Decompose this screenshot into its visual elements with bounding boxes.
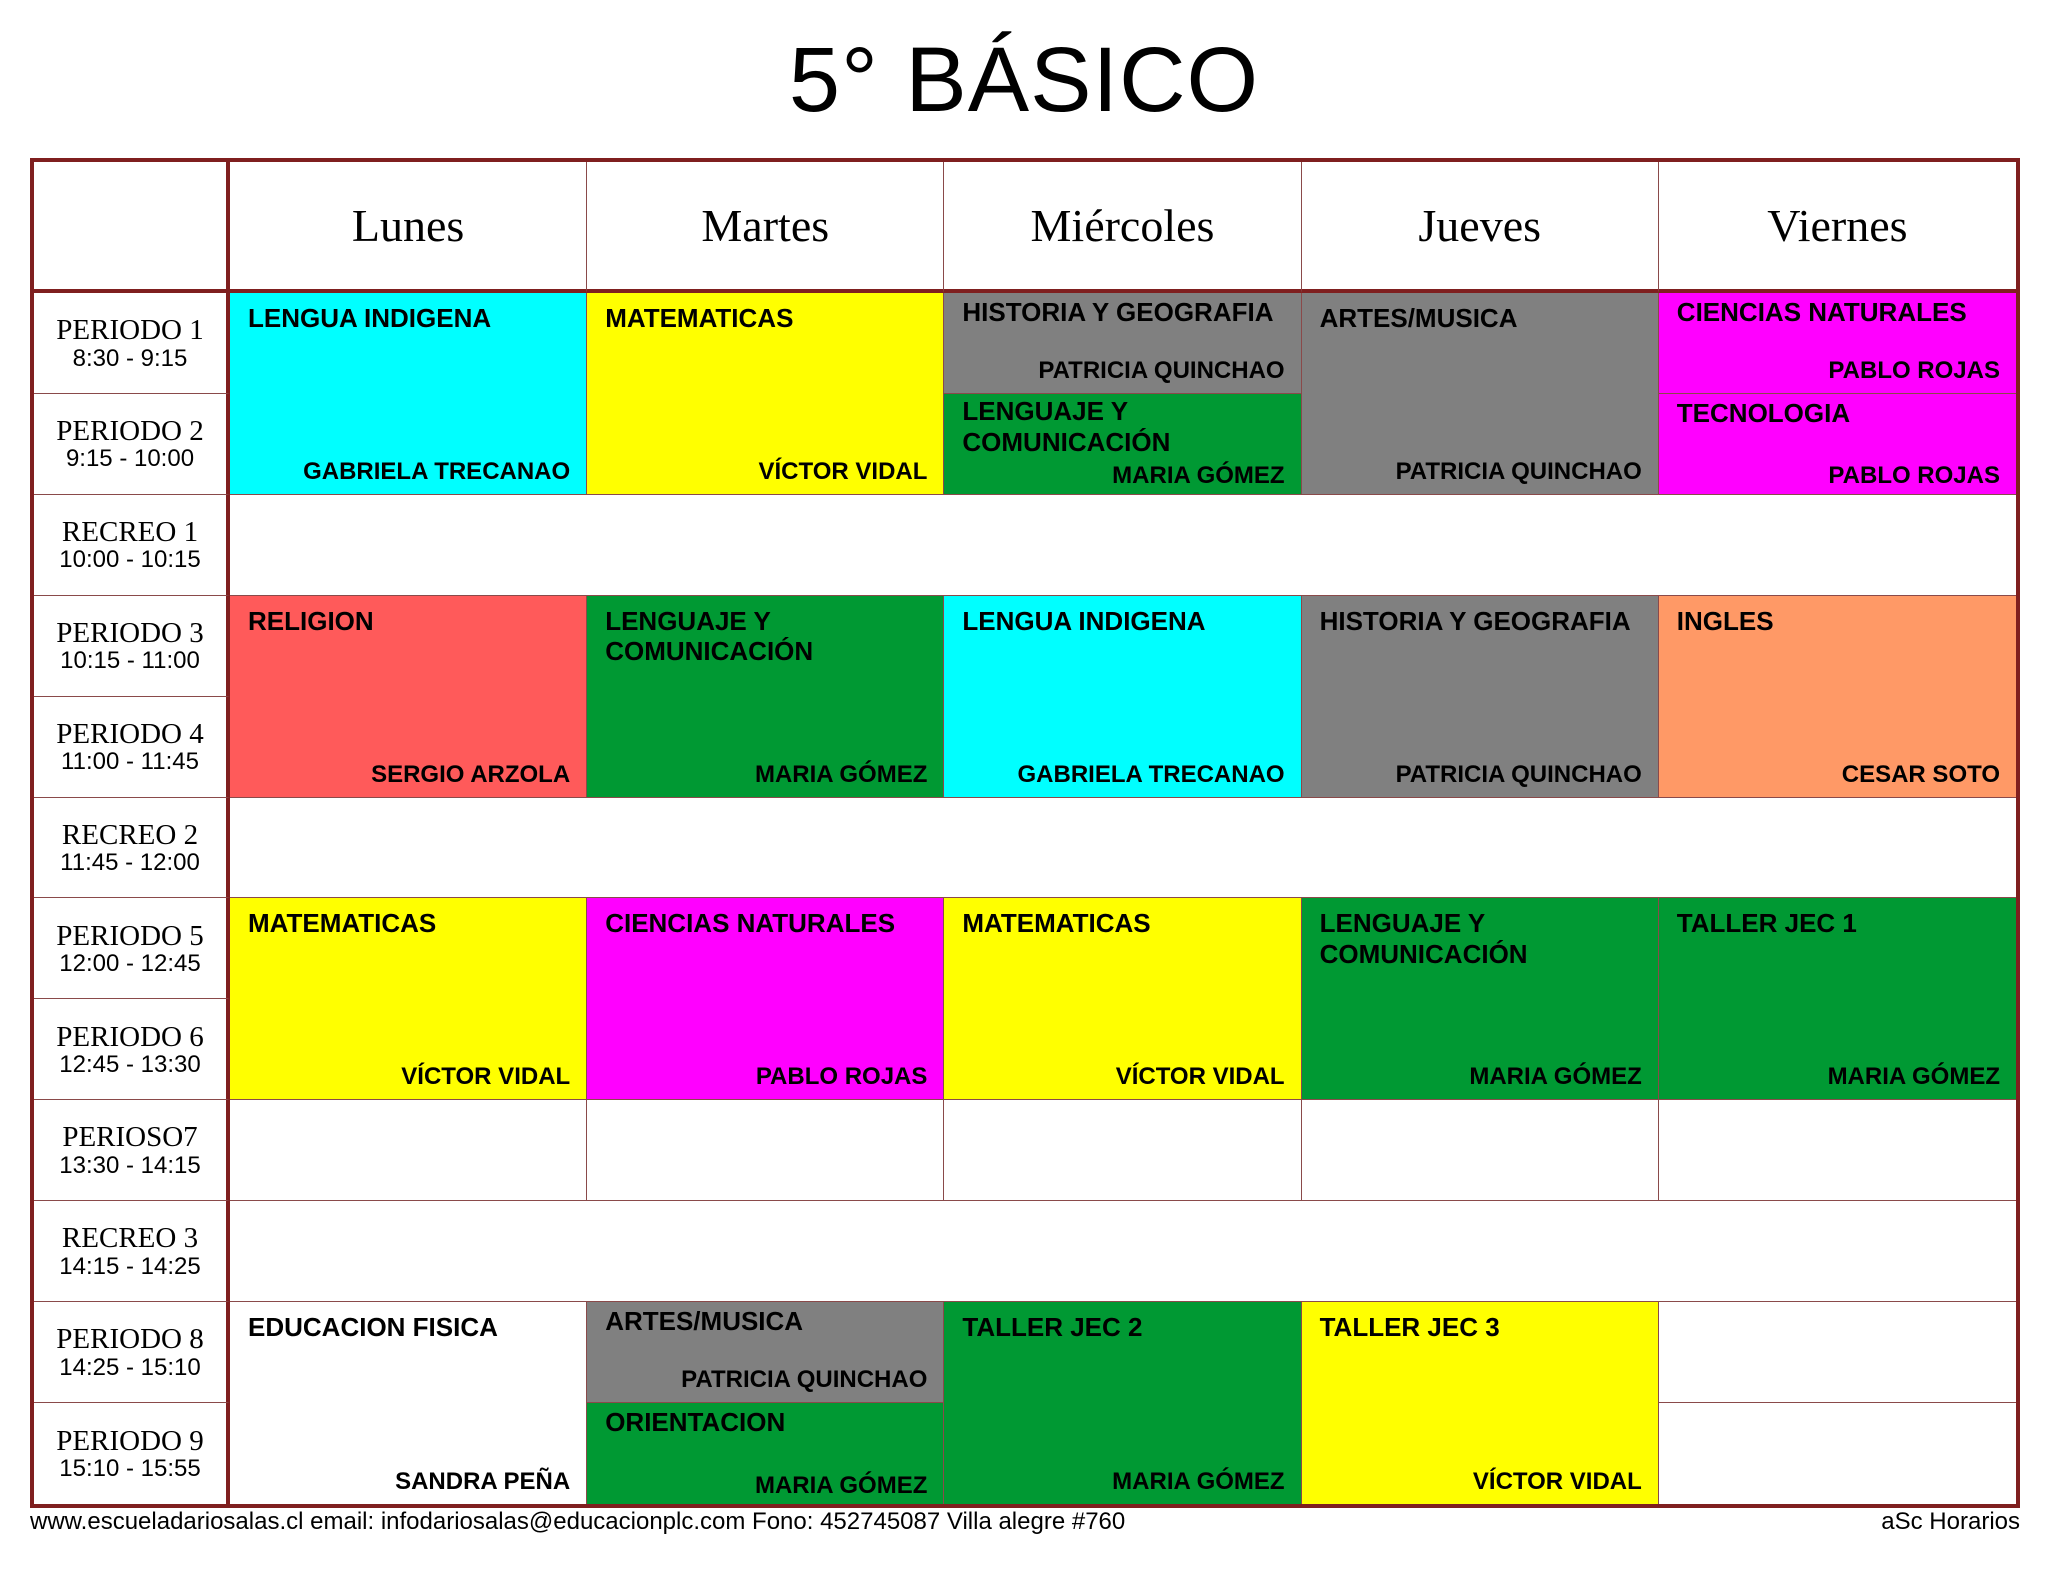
class-cell: [587, 898, 944, 1100]
teacher-label: GABRIELA TRECANAO: [303, 457, 571, 485]
subject-label: TECNOLOGIA: [1676, 397, 1851, 428]
period-time: 14:15 - 14:25: [59, 1252, 201, 1280]
subject-label: HISTORIA Y GEOGRAFIA: [1319, 605, 1631, 636]
class-cell: [1302, 596, 1659, 798]
period-name: RECREO 3: [61, 1222, 199, 1255]
teacher-label: MARIA GÓMEZ: [1112, 1467, 1285, 1495]
subject-label: ARTES/MUSICA: [1319, 303, 1518, 333]
class-cell: [944, 1302, 1301, 1504]
recess-row: [230, 495, 2016, 596]
period-time: 12:45 - 13:30: [59, 1050, 201, 1078]
subject-label: CIENCIAS NATURALES: [605, 908, 896, 939]
period-label: [34, 1302, 230, 1403]
class-cell: [1302, 898, 1659, 1100]
period-time: 12:00 - 12:45: [59, 950, 201, 978]
day-header-jueves: Jueves: [1302, 162, 1659, 293]
period-label: [34, 1403, 230, 1504]
class-cell: [944, 293, 1301, 394]
teacher-label: PABLO ROJAS: [1828, 356, 2000, 384]
teacher-label: PATRICIA QUINCHAO: [1395, 760, 1642, 788]
class-cell: [1302, 1302, 1659, 1504]
teacher-label: PATRICIA QUINCHAO: [1038, 356, 1285, 384]
teacher-label: SERGIO ARZOLA: [371, 760, 571, 788]
class-cell: [1659, 293, 2016, 394]
subject-label: INGLES: [1676, 605, 1774, 636]
teacher-label: MARIA GÓMEZ: [1469, 1063, 1642, 1091]
subject-label: HISTORIA Y GEOGRAFIA: [962, 297, 1274, 327]
subject-label: LENGUAJE Y COMUNICACIÓN: [605, 605, 814, 667]
teacher-label: PABLO ROJAS: [755, 1063, 928, 1091]
period-name: PERIODO 4: [56, 717, 204, 750]
period-label: [34, 394, 230, 495]
subject-label: LENGUAJE Y COMUNICACIÓN: [1319, 908, 1528, 970]
recess-label: [34, 495, 230, 596]
period-time: 10:00 - 10:15: [59, 546, 201, 574]
subject-label: LENGUA INDIGENA: [962, 605, 1206, 636]
class-cell: [587, 1403, 944, 1504]
class-cell: [587, 596, 944, 798]
period-time: 9:15 - 10:00: [65, 445, 195, 473]
subject-label: MATEMATICAS: [605, 303, 794, 333]
class-cell: [587, 1302, 944, 1403]
period-name: PERIODO 9: [56, 1424, 204, 1457]
class-cell: [944, 596, 1301, 798]
period-name: PERIODO 5: [56, 919, 204, 952]
class-cell: [587, 293, 944, 495]
empty-cell: [587, 1100, 944, 1201]
period-label: [34, 898, 230, 999]
day-header-viernes: Viernes: [1659, 162, 2016, 293]
teacher-label: PABLO ROJAS: [1828, 461, 2000, 489]
teacher-label: MARIA GÓMEZ: [754, 760, 928, 788]
period-label: [34, 293, 230, 394]
period-label: [34, 1100, 230, 1201]
recess-row: [230, 798, 2016, 899]
period-name: PERIODO 3: [56, 616, 204, 649]
timetable-grid: [30, 158, 2020, 1508]
period-label: [34, 596, 230, 697]
period-name: RECREO 2: [61, 818, 199, 851]
period-time: 15:10 - 15:55: [59, 1455, 201, 1483]
period-time: 8:30 - 9:15: [72, 344, 188, 372]
subject-label: MATEMATICAS: [962, 908, 1151, 939]
period-name: PERIODO 2: [56, 415, 204, 448]
recess-row: [230, 1201, 2016, 1302]
teacher-label: VÍCTOR VIDAL: [1115, 1063, 1285, 1091]
subject-label: ORIENTACION: [605, 1407, 786, 1438]
subject-label: RELIGION: [248, 605, 374, 636]
class-cell: [1659, 596, 2016, 798]
teacher-label: VÍCTOR VIDAL: [758, 457, 928, 485]
class-cell: [1302, 293, 1659, 495]
period-name: PERIODO 6: [56, 1020, 204, 1053]
empty-cell: [1659, 1302, 2016, 1403]
period-name: PERIODO 8: [56, 1323, 204, 1356]
corner-cell: [34, 162, 230, 293]
day-header-lunes: Lunes: [230, 162, 587, 293]
recess-label: [34, 1201, 230, 1302]
subject-label: LENGUAJE Y COMUNICACIÓN: [962, 395, 1171, 457]
subject-label: EDUCACION FISICA: [248, 1312, 498, 1343]
empty-cell: [230, 1100, 587, 1201]
period-name: RECREO 1: [61, 515, 199, 548]
footer-contact: www.escueladariosalas.cl email: infodariosalas@educacionplc.com Fono: 452745087 Villa alegre #760: [30, 1508, 1126, 1535]
teacher-label: VÍCTOR VIDAL: [401, 1063, 571, 1091]
period-name: PERIODO 1: [56, 314, 204, 347]
period-label: [34, 999, 230, 1100]
teacher-label: MARIA GÓMEZ: [1112, 461, 1285, 489]
class-cell: [1659, 898, 2016, 1100]
period-label: [34, 697, 230, 798]
footer-credit: aSc Horarios: [1881, 1508, 2020, 1535]
subject-label: LENGUA INDIGENA: [248, 303, 492, 333]
class-cell: [944, 394, 1301, 495]
class-cell: [230, 1302, 587, 1504]
teacher-label: MARIA GÓMEZ: [1827, 1063, 2000, 1091]
day-header-miercoles: Miércoles: [944, 162, 1301, 293]
subject-label: TALLER JEC 1: [1676, 908, 1857, 939]
empty-cell: [944, 1100, 1301, 1201]
day-header-martes: Martes: [587, 162, 944, 293]
teacher-label: PATRICIA QUINCHAO: [1395, 457, 1642, 485]
period-time: 10:15 - 11:00: [60, 647, 200, 675]
period-time: 14:25 - 15:10: [59, 1353, 201, 1381]
teacher-label: CESAR SOTO: [1841, 760, 2000, 788]
subject-label: MATEMATICAS: [248, 908, 437, 939]
subject-label: TALLER JEC 2: [962, 1312, 1143, 1343]
class-cell: [1659, 394, 2016, 495]
class-cell: [944, 898, 1301, 1100]
empty-cell: [1659, 1100, 2016, 1201]
teacher-label: MARIA GÓMEZ: [754, 1471, 928, 1499]
period-name: PERIOSO7: [62, 1121, 198, 1154]
subject-label: CIENCIAS NATURALES: [1676, 297, 1967, 327]
period-time: 13:30 - 14:15: [59, 1151, 201, 1179]
recess-label: [34, 798, 230, 899]
period-time: 11:00 - 11:45: [61, 748, 199, 776]
teacher-label: PATRICIA QUINCHAO: [681, 1366, 928, 1394]
empty-cell: [1659, 1403, 2016, 1504]
subject-label: ARTES/MUSICA: [605, 1306, 804, 1337]
page-title: 5° BÁSICO: [788, 29, 1260, 131]
subject-label: TALLER JEC 3: [1319, 1312, 1500, 1343]
period-time: 11:45 - 12:00: [60, 849, 200, 877]
teacher-label: SANDRA PEÑA: [395, 1467, 571, 1495]
teacher-label: GABRIELA TRECANAO: [1017, 760, 1285, 788]
class-cell: [230, 898, 587, 1100]
class-cell: [230, 596, 587, 798]
empty-cell: [1302, 1100, 1659, 1201]
class-cell: [230, 293, 587, 495]
teacher-label: VÍCTOR VIDAL: [1472, 1467, 1642, 1495]
